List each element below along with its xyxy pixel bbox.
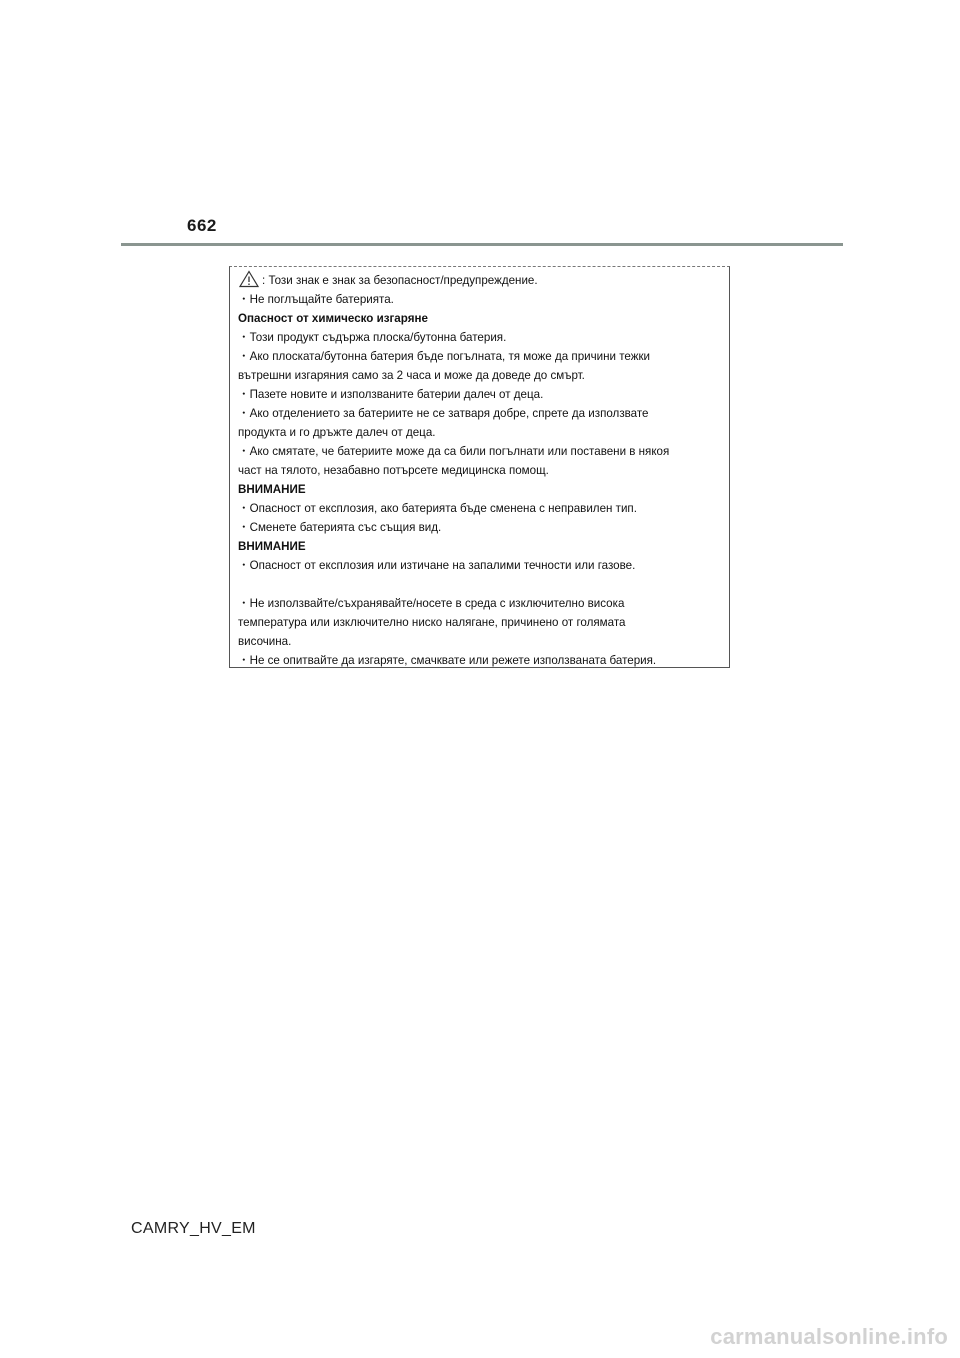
notice-line: ・Пазете новите и използваните батерии далеч от деца. [238, 388, 544, 401]
notice-line: ・Ако смятате, че батериите може да са били погълнати или поставени в някоя [238, 445, 670, 458]
notice-line: ・Сменете батерията със същия вид. [238, 521, 442, 534]
battery-safety-notice [229, 266, 730, 668]
page-number: 662 [187, 216, 217, 235]
notice-heading: Опасност от химическо изгаряне [238, 312, 428, 325]
notice-line: ・Ако отделението за батериите не се затваря добре, спрете да използвате [238, 407, 649, 420]
warning-triangle-icon [239, 270, 259, 288]
notice-line: част на тялото, незабавно потърсете медицинска помощ. [238, 464, 549, 477]
notice-line: ・Не се опитвайте да изгаряте, смачквате или режете използваната батерия. [238, 654, 657, 667]
notice-heading: ВНИМАНИЕ [238, 483, 306, 496]
header-divider [121, 243, 843, 246]
watermark: carmanualsonline.info [710, 1324, 948, 1349]
notice-line: температура или изключително ниско налягане, причинено от голямата [238, 616, 626, 629]
notice-line: височина. [238, 635, 292, 648]
notice-line: вътрешни изгаряния само за 2 часа и може да доведе до смърт. [238, 369, 585, 382]
notice-line: ・Не поглъщайте батерията. [238, 293, 394, 306]
document-code: CAMRY_HV_EM [131, 1220, 256, 1237]
notice-line: продукта и го дръжте далеч от деца. [238, 426, 436, 439]
notice-line: ・Не използвайте/съхранявайте/носете в среда с изключително висока [238, 597, 625, 610]
notice-line: ・Ако плоската/бутонна батерия бъде погълната, тя може да причини тежки [238, 350, 651, 363]
notice-line: ・Опасност от експлозия или изтичане на запалими течности или газове. [238, 559, 636, 572]
notice-symbol-legend: : Този знак е знак за безопасност/предупреждение. [262, 274, 538, 287]
notice-line: ・Опасност от експлозия, ако батерията бъде сменена с неправилен тип. [238, 502, 637, 515]
notice-line: ・Този продукт съдържа плоска/бутонна батерия. [238, 331, 507, 344]
notice-heading: ВНИМАНИЕ [238, 540, 306, 553]
